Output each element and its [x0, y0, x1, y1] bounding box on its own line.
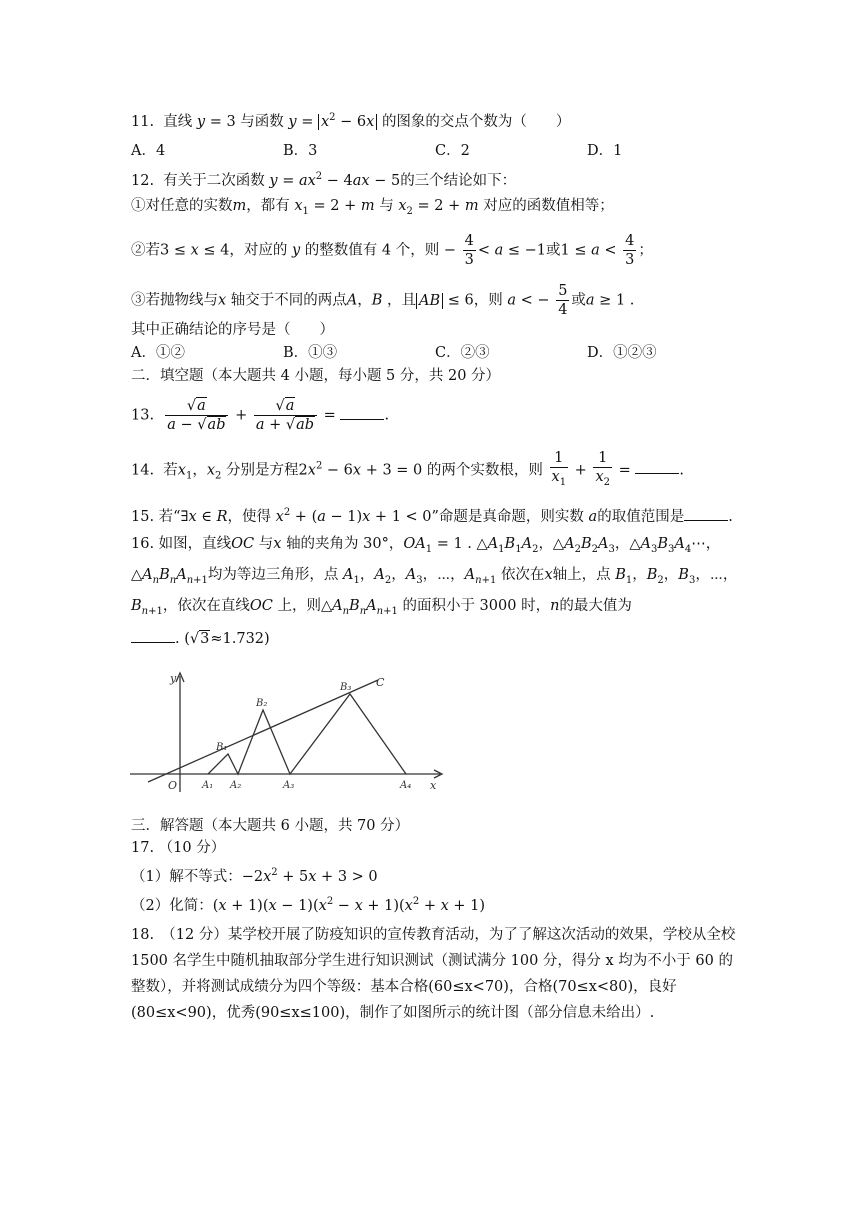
section-2-heading: 二．填空题（本大题共 4 小题，每小题 5 分，共 20 分） [131, 368, 501, 384]
q13-stem: 13. $\frac{√a}{a - √ab}$ + $\frac{√a}{a + √ab}$ = . [131, 398, 390, 433]
q14-stem: 14. 若$x_1$，$x_2$ 分别是方程$2x^2 - 6x + 3 = 0$ 的两个实数根，则 $\frac{1}{x_1}$ + $\frac{1}{x_2}$ = . [131, 450, 684, 488]
q13-answer-blank[interactable] [340, 405, 384, 420]
q14-answer-blank[interactable] [635, 459, 679, 474]
q12-option-a[interactable]: A．①② [131, 345, 185, 361]
q12-stem: 12. 有关于二次函数 $y = ax^2 - 4ax - 5$的三个结论如下： [131, 171, 517, 189]
q17-header: 17. （10 分） [131, 840, 226, 856]
label-x: x [430, 779, 437, 792]
q17-part-1: （1）解不等式：$-2x^2 + 5x + 3 > 0$ [131, 867, 378, 885]
label-b2: B₂ [256, 698, 268, 709]
q17-part-2: （2）化简：$(x + 1)(x - 1)(x^2 - x + 1)(x^2 + x + 1)$ [131, 896, 486, 914]
q11-option-d[interactable]: D．1 [587, 143, 623, 159]
q12-option-d[interactable]: D．①②③ [587, 345, 657, 361]
label-y: y [170, 672, 177, 685]
label-b3: B₃ [340, 682, 352, 693]
q11-stem: 11. 直线 y = 3 与函数 $y = x^2 - 6x$ 的图象的交点个数为（ ） [131, 112, 571, 130]
q12-option-b[interactable]: B．①③ [283, 345, 338, 361]
label-b1: B₁ [216, 742, 228, 753]
q11-option-c[interactable]: C．2 [435, 143, 470, 159]
q18-stem: 18. （12 分）某学校开展了防疫知识的宣传教育活动，为了了解这次活动的效果，学校从全校 1500 名学生中随机抽取部分学生进行知识测试（测试满分 100 分，得分 x 均为不小于 60 的整数），并将测试成绩分为四个等级：基本合格(60≤x<70)，合格(70≤x<80)，良好(80≤x<90)，优秀(90≤x≤100)，制作了如图所示的统计图（部分信息未给出）. [131, 927, 736, 1021]
q16-figure [128, 668, 448, 796]
q11-option-b[interactable]: B．3 [283, 143, 318, 159]
q12-option-c[interactable]: C．②③ [435, 345, 490, 361]
label-a4: A₄ [400, 780, 412, 791]
q16-line-1: 16. 如图，直线OC 与x 轴的夹角为 30°，$OA_1 = 1$ . $\triangle A_1B_1A_2$，$\triangle A_2B_2A_3$，$\triangle A_3B_3A_4\cdots$， [131, 536, 721, 555]
q16-line-4: . (√3≈1.732) [131, 628, 740, 649]
q16-answer-blank[interactable] [131, 628, 175, 643]
triangles-zigzag [208, 694, 406, 774]
q12-question: 其中正确结论的序号是（ ） [131, 322, 334, 338]
label-a2: A₂ [230, 780, 242, 791]
q16-line-2: $\triangle A_nB_nA_{n+1}$均为等边三角形，点 $A_1$，$A_2$，$A_3$，⋯，$A_{n+1}$ 依次在x轴上，点 $B_1$，$B_2$，$B_3$，⋯， [131, 567, 738, 586]
label-c: C [376, 676, 385, 689]
line-oc [148, 680, 378, 782]
q15-stem: 15. 若“∃x ∈ R，使得 $x^2 + (a - 1)x + 1 < 0$”命题是真命题，则实数 a的取值范围是 . [131, 507, 733, 525]
label-o: O [168, 779, 178, 792]
q12-statement-2: ②若3 ≤ x ≤ 4，对应的 y 的整数值有 4 个，则 − $\frac{4}{3}$ < a ≤ −1或1 ≤ a < $\frac{4}{3}$ ； [131, 233, 653, 268]
label-a3: A₃ [283, 780, 295, 791]
q12-statement-3: ③若抛物线与x 轴交于不同的两点A，B ，且 AB ≤ 6，则 a < − $\frac{5}{4}$ 或a ≥ 1 . [131, 283, 635, 318]
q15-answer-blank[interactable] [684, 506, 728, 521]
q16-line-3: $B_{n+1}$，依次在直线OC 上，则$\triangle A_nB_nA_{n+1}$ 的面积小于 3000 时，n的最大值为 [131, 598, 632, 617]
section-3-heading: 三．解答题（本大题共 6 小题，共 70 分） [131, 818, 410, 834]
label-a1: A₁ [202, 780, 214, 791]
q12-statement-1: ①对任意的实数m，都有 $x_1 = 2 + m$ 与 $x_2 = 2 + m$ 对应的函数值相等； [131, 198, 614, 217]
q11-option-a[interactable]: A．4 [131, 143, 166, 159]
